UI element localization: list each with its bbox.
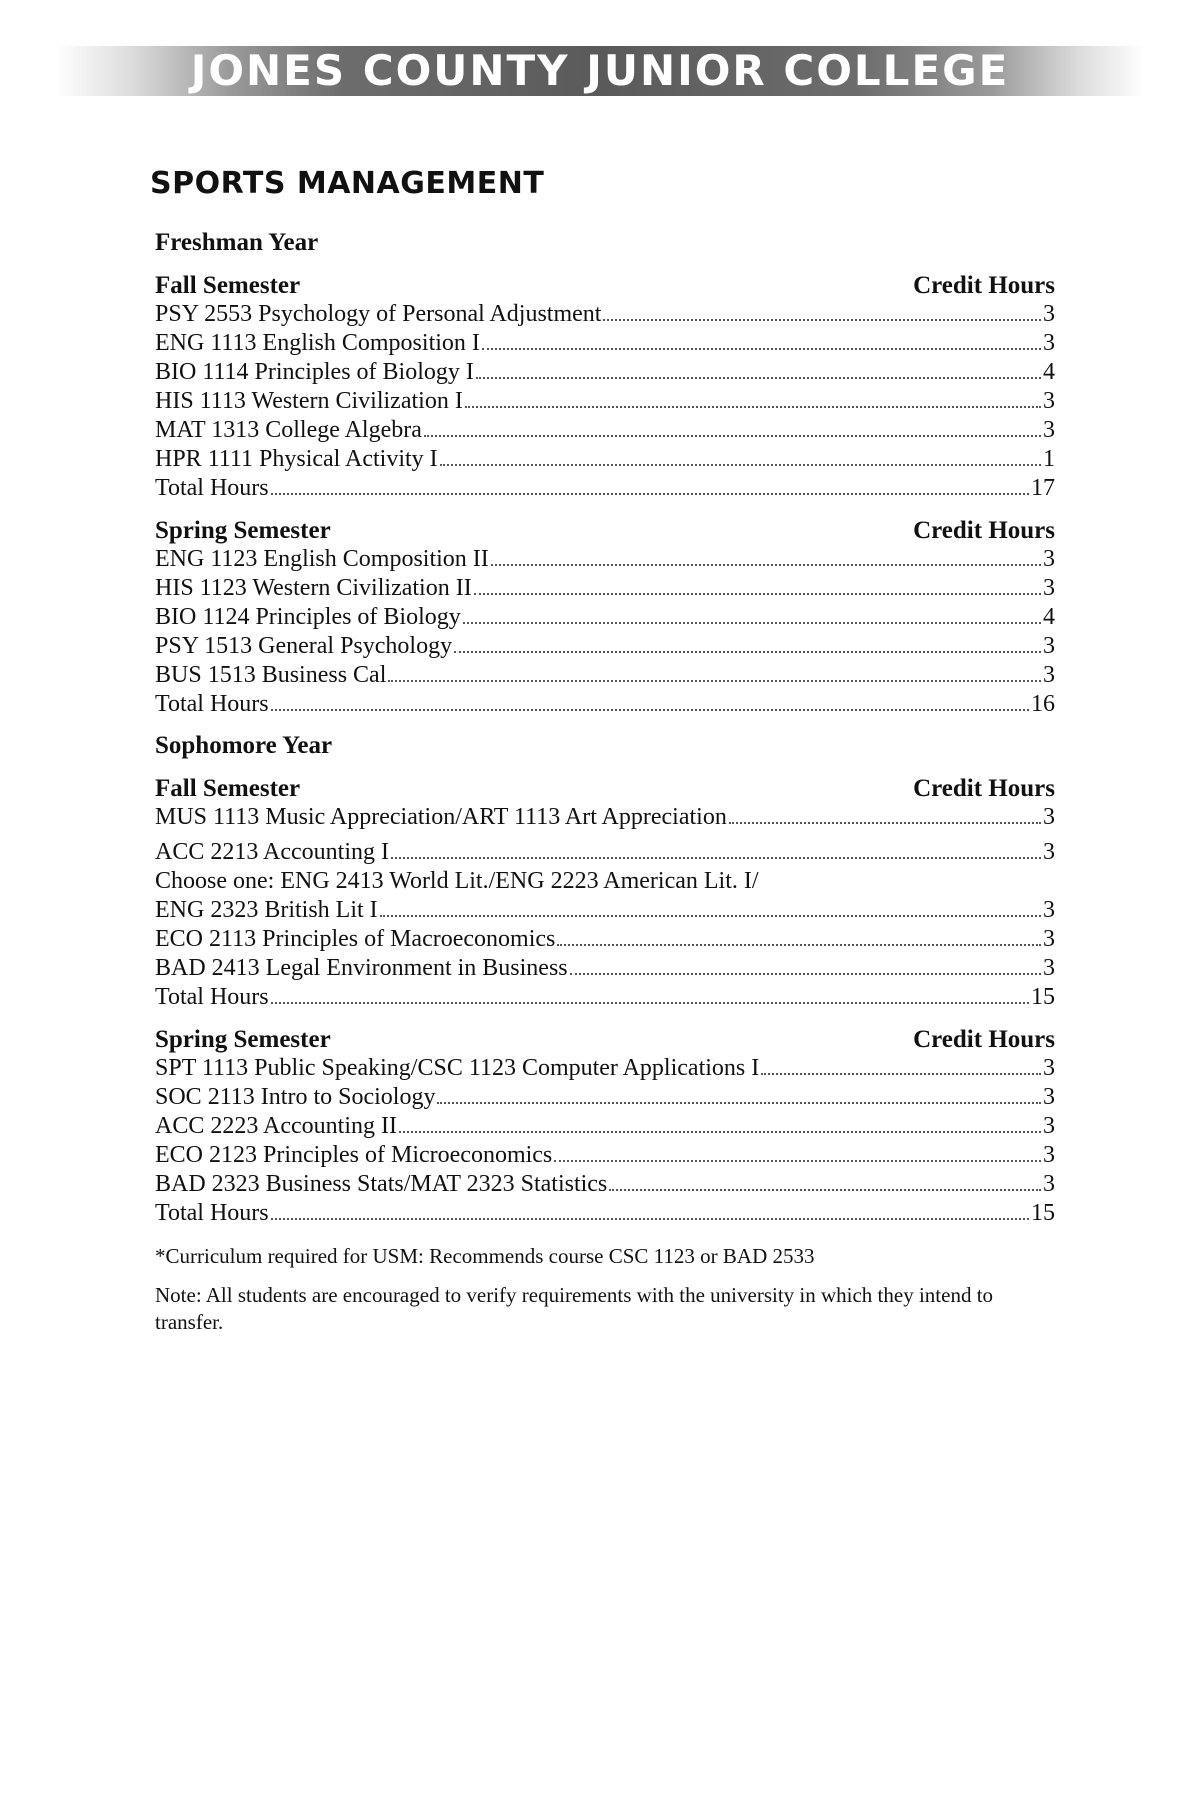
course-hours: 3 [1043, 1171, 1055, 1197]
course-row [155, 1141, 1055, 1170]
course-hours: 3 [1043, 575, 1055, 601]
credit-hours-label: Credit Hours [913, 1026, 1055, 1053]
total-label: Total Hours [155, 1200, 269, 1226]
course-name: ENG 1123 English Composition II [155, 546, 489, 572]
course-name: HPR 1111 Physical Activity I [155, 446, 438, 472]
course-row [155, 603, 1055, 632]
footnote: *Curriculum required for USM: Recommends course CSC 1123 or BAD 2533 [155, 1244, 815, 1268]
course-hours: 3 [1043, 1142, 1055, 1168]
credit-hours-label: Credit Hours [913, 775, 1055, 802]
course-hours: 3 [1043, 804, 1055, 830]
semester-title: Fall Semester [155, 272, 301, 299]
course-row [155, 445, 1055, 474]
course-row [155, 1083, 1055, 1112]
choose-one-line: Choose one: ENG 2413 World Lit./ENG 2223 American Lit. I/ [155, 868, 759, 894]
semester-title: Spring Semester [155, 1026, 331, 1053]
semester-title: Fall Semester [155, 775, 301, 802]
total-hours: 15 [1031, 984, 1055, 1010]
leader-dots [271, 709, 1029, 711]
leader-dots [557, 944, 1041, 946]
semester-header-sophomore-spring [155, 1025, 1055, 1054]
semester-header-freshman-fall [155, 271, 1055, 300]
course-name: MUS 1113 Music Appreciation/ART 1113 Art Appreciation [155, 804, 727, 830]
course-name: ECO 2123 Principles of Microeconomics [155, 1142, 553, 1168]
course-name: MAT 1313 College Algebra [155, 417, 422, 443]
course-hours: 3 [1043, 926, 1055, 952]
leader-dots [482, 348, 1041, 350]
course-row [155, 803, 1055, 832]
course-name: ACC 2223 Accounting II [155, 1113, 397, 1139]
course-row [155, 896, 1055, 925]
course-hours: 3 [1043, 955, 1055, 981]
leader-dots [440, 464, 1041, 466]
leader-dots [476, 377, 1041, 379]
year-title-freshman: Freshman Year [155, 229, 319, 256]
course-name: HIS 1123 Western Civilization II [155, 575, 472, 601]
curriculum [155, 228, 1055, 1336]
year-title-sophomore: Sophomore Year [155, 732, 333, 759]
total-hours: 17 [1031, 475, 1055, 501]
total-hours: 15 [1031, 1200, 1055, 1226]
leader-dots [424, 435, 1041, 437]
leader-dots [271, 493, 1029, 495]
college-name: JONES COUNTY JUNIOR COLLEGE [190, 46, 1010, 95]
course-name: PSY 1513 General Psychology [155, 633, 453, 659]
total-hours: 16 [1031, 691, 1055, 717]
leader-dots [603, 319, 1041, 321]
course-hours: 1 [1043, 446, 1055, 472]
total-label: Total Hours [155, 475, 269, 501]
leader-dots [609, 1189, 1041, 1191]
course-hours: 3 [1043, 1113, 1055, 1139]
header-banner [56, 46, 1144, 96]
course-hours: 3 [1043, 417, 1055, 443]
credit-hours-label: Credit Hours [913, 517, 1055, 544]
total-row [155, 1199, 1055, 1228]
semester-header-sophomore-fall [155, 774, 1055, 803]
course-row [155, 1170, 1055, 1199]
course-name: ENG 2323 British Lit I [155, 897, 378, 923]
total-label: Total Hours [155, 691, 269, 717]
course-hours: 3 [1043, 330, 1055, 356]
course-name: SPT 1113 Public Speaking/CSC 1123 Computer Applications I [155, 1055, 760, 1081]
leader-dots [271, 1218, 1029, 1220]
course-row [155, 300, 1055, 329]
semester-header-freshman-spring [155, 516, 1055, 545]
course-name: BUS 1513 Business Cal [155, 662, 387, 688]
course-name: BIO 1114 Principles of Biology I [155, 359, 474, 385]
total-row [155, 690, 1055, 719]
leader-dots [570, 973, 1041, 975]
course-row [155, 925, 1055, 954]
course-name: BAD 2413 Legal Environment in Business [155, 955, 568, 981]
total-label: Total Hours [155, 984, 269, 1010]
leader-dots [380, 915, 1041, 917]
leader-dots [465, 406, 1041, 408]
course-row [155, 954, 1055, 983]
course-row [155, 416, 1055, 445]
course-name: PSY 2553 Psychology of Personal Adjustment [155, 301, 602, 327]
leader-dots [271, 1002, 1029, 1004]
course-name: SOC 2113 Intro to Sociology [155, 1084, 436, 1110]
course-name: BAD 2323 Business Stats/MAT 2323 Statistics [155, 1171, 608, 1197]
credit-hours-label: Credit Hours [913, 272, 1055, 299]
course-name: ENG 1113 English Composition I [155, 330, 480, 356]
course-row [155, 661, 1055, 690]
course-hours: 3 [1043, 662, 1055, 688]
course-hours: 3 [1043, 633, 1055, 659]
course-hours: 3 [1043, 897, 1055, 923]
course-row [155, 632, 1055, 661]
course-row [155, 838, 1055, 867]
course-name: HIS 1113 Western Civilization I [155, 388, 463, 414]
course-hours: 3 [1043, 546, 1055, 572]
leader-dots [761, 1073, 1041, 1075]
course-name: ECO 2113 Principles of Macroeconomics [155, 926, 556, 952]
course-name: ACC 2213 Accounting I [155, 839, 389, 865]
course-row [155, 1112, 1055, 1141]
course-row [155, 329, 1055, 358]
leader-dots [554, 1160, 1041, 1162]
leader-dots [463, 622, 1041, 624]
leader-dots [391, 857, 1041, 859]
leader-dots [491, 564, 1041, 566]
leader-dots [399, 1131, 1041, 1133]
course-row [155, 358, 1055, 387]
course-row [155, 545, 1055, 574]
course-row [155, 1054, 1055, 1083]
leader-dots [454, 651, 1041, 653]
course-name: BIO 1124 Principles of Biology [155, 604, 461, 630]
transfer-note: Note: All students are encouraged to verify requirements with the university in which they intend to transfer. [155, 1283, 994, 1334]
leader-dots [729, 822, 1041, 824]
course-hours: 3 [1043, 1055, 1055, 1081]
total-row [155, 474, 1055, 503]
course-row [155, 574, 1055, 603]
leader-dots [388, 680, 1041, 682]
semester-title: Spring Semester [155, 517, 331, 544]
leader-dots [437, 1102, 1041, 1104]
leader-dots [474, 593, 1041, 595]
course-hours: 4 [1043, 604, 1055, 630]
course-row [155, 387, 1055, 416]
course-hours: 3 [1043, 301, 1055, 327]
course-hours: 4 [1043, 359, 1055, 385]
course-hours: 3 [1043, 388, 1055, 414]
course-hours: 3 [1043, 839, 1055, 865]
program-title: SPORTS MANAGEMENT [150, 166, 545, 201]
total-row [155, 983, 1055, 1012]
course-hours: 3 [1043, 1084, 1055, 1110]
